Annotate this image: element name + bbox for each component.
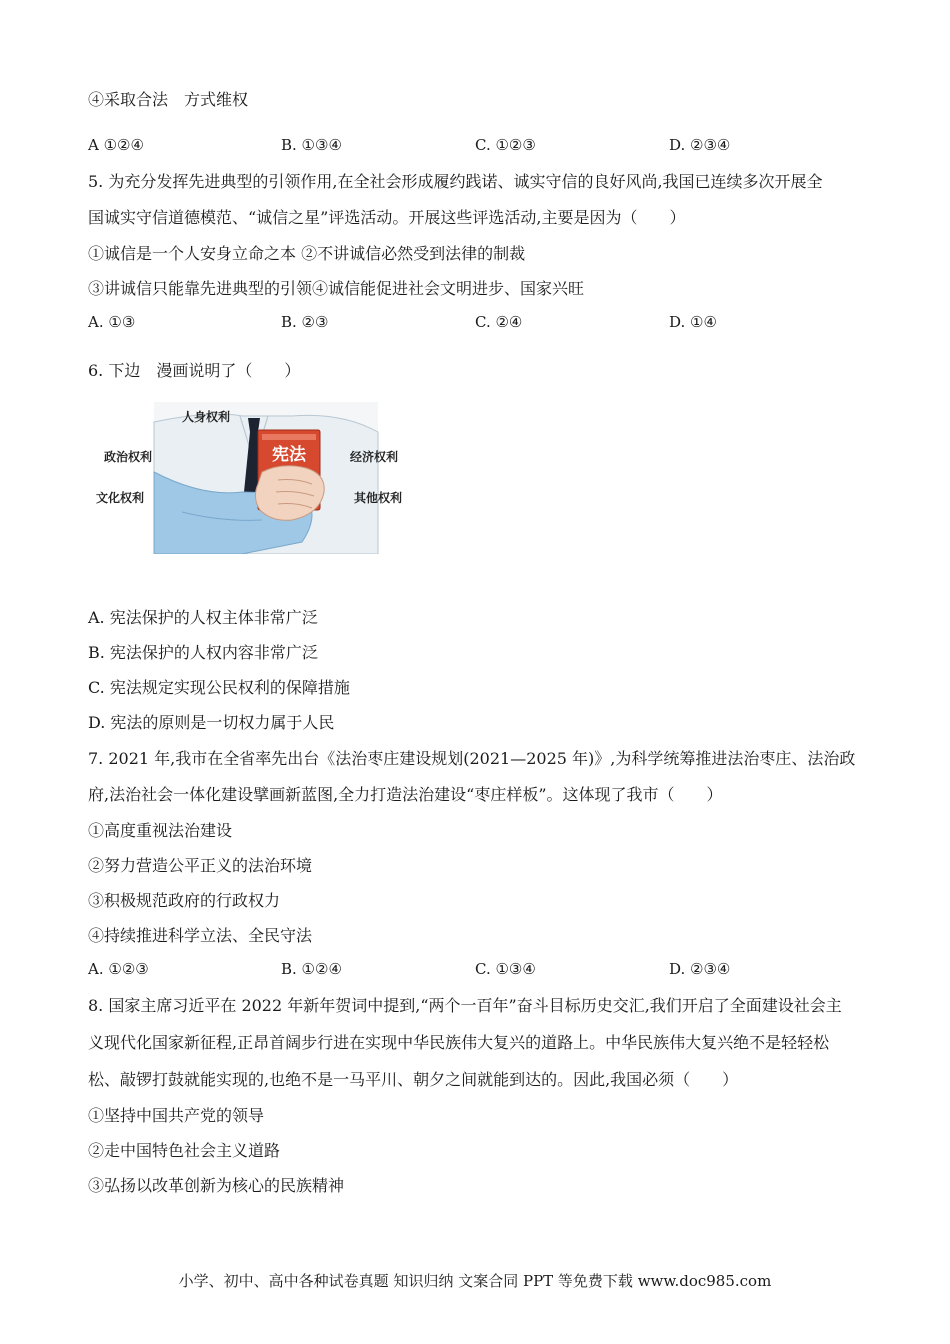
cartoon-illustration	[92, 402, 422, 554]
q7-item-2: ②努力营造公平正义的法治环境	[88, 856, 313, 875]
q7-item-1: ①高度重视法治建设	[88, 821, 233, 840]
q6-option-b[interactable]: B. 宪法保护的人权内容非常广泛	[88, 643, 318, 662]
q5-options	[88, 313, 868, 333]
q5-items-line-2: ③讲诚信只能靠先进典型的引领④诚信能促进社会文明进步、国家兴旺	[88, 279, 585, 298]
q7-item-3: ③积极规范政府的行政权力	[88, 891, 281, 910]
q8-item-2: ②走中国特色社会主义道路	[88, 1141, 281, 1160]
q7-option-c[interactable]: C. ①③④	[475, 960, 536, 978]
q8-stem-line-2: 义现代化国家新征程,正昂首阔步行进在实现中华民族伟大复兴的道路上。中华民族伟大复兴绝不是轻轻松	[88, 1033, 830, 1052]
q4-option-d[interactable]: D. ②③④	[669, 136, 731, 154]
q5-stem-line-1: 5. 为充分发挥先进典型的引领作用,在全社会形成履约践诺、诚实守信的良好风尚,我国已连续多次开展全	[88, 172, 823, 191]
q7-option-b[interactable]: B. ①②④	[281, 960, 342, 978]
q5-items-line-1: ①诚信是一个人安身立命之本 ②不讲诚信必然受到法律的制裁	[88, 244, 526, 263]
q6-stem: 6. 下边 漫画说明了（ ）	[88, 361, 301, 380]
q7-option-a[interactable]: A. ①②③	[88, 960, 149, 978]
q4-item-4: ④采取合法 方式维权	[88, 90, 249, 109]
q5-stem-line-2: 国诚实守信道德模范、“诚信之星”评选活动。开展这些评选活动,主要是因为（ ）	[88, 208, 686, 227]
book-title: 宪法	[272, 445, 306, 465]
q7-options	[88, 960, 868, 980]
constitution-cartoon	[92, 402, 422, 554]
q8-stem-line-3: 松、敲锣打鼓就能实现的,也绝不是一马平川、朝夕之间就能到达的。因此,我国必须（ ）	[88, 1070, 739, 1089]
q7-stem-line-2: 府,法治社会一体化建设擘画新蓝图,全力打造法治建设“枣庄样板”。这体现了我市（ ）	[88, 785, 723, 804]
q5-option-d[interactable]: D. ①④	[669, 313, 717, 331]
q6-option-c[interactable]: C. 宪法规定实现公民权利的保障措施	[88, 678, 350, 697]
label-political-rights: 政治权利	[104, 450, 153, 464]
q8-stem-line-1: 8. 国家主席习近平在 2022 年新年贺词中提到,“两个一百年”奋斗目标历史交汇,我们开启了全面建设社会主	[88, 996, 842, 1015]
label-personal-rights: 人身权利	[182, 410, 231, 424]
q6-option-d[interactable]: D. 宪法的原则是一切权力属于人民	[88, 713, 335, 732]
label-cultural-rights: 文化权利	[96, 491, 145, 505]
label-other-rights: 其他权利	[354, 491, 403, 505]
q4-option-c[interactable]: C. ①②③	[475, 136, 536, 154]
q4-option-b[interactable]: B. ①③④	[281, 136, 342, 154]
label-economic-rights: 经济权利	[350, 450, 399, 464]
q5-option-c[interactable]: C. ②④	[475, 313, 523, 331]
page-footer: 小学、初中、高中各种试卷真题 知识归纳 文案合同 PPT 等免费下载 www.doc985.com	[178, 1272, 772, 1290]
q4-option-a[interactable]: A ①②④	[88, 136, 144, 154]
q4-options	[88, 136, 868, 156]
q6-option-a[interactable]: A. 宪法保护的人权主体非常广泛	[88, 608, 318, 627]
q8-item-3: ③弘扬以改革创新为核心的民族精神	[88, 1176, 345, 1195]
q7-option-d[interactable]: D. ②③④	[669, 960, 731, 978]
q5-option-a[interactable]: A. ①③	[88, 313, 136, 331]
q5-option-b[interactable]: B. ②③	[281, 313, 329, 331]
q7-item-4: ④持续推进科学立法、全民守法	[88, 926, 313, 945]
q7-stem-line-1: 7. 2021 年,我市在全省率先出台《法治枣庄建设规划(2021—2025 年)》,为科学统筹推进法治枣庄、法治政	[88, 749, 856, 768]
q8-item-1: ①坚持中国共产党的领导	[88, 1106, 265, 1125]
